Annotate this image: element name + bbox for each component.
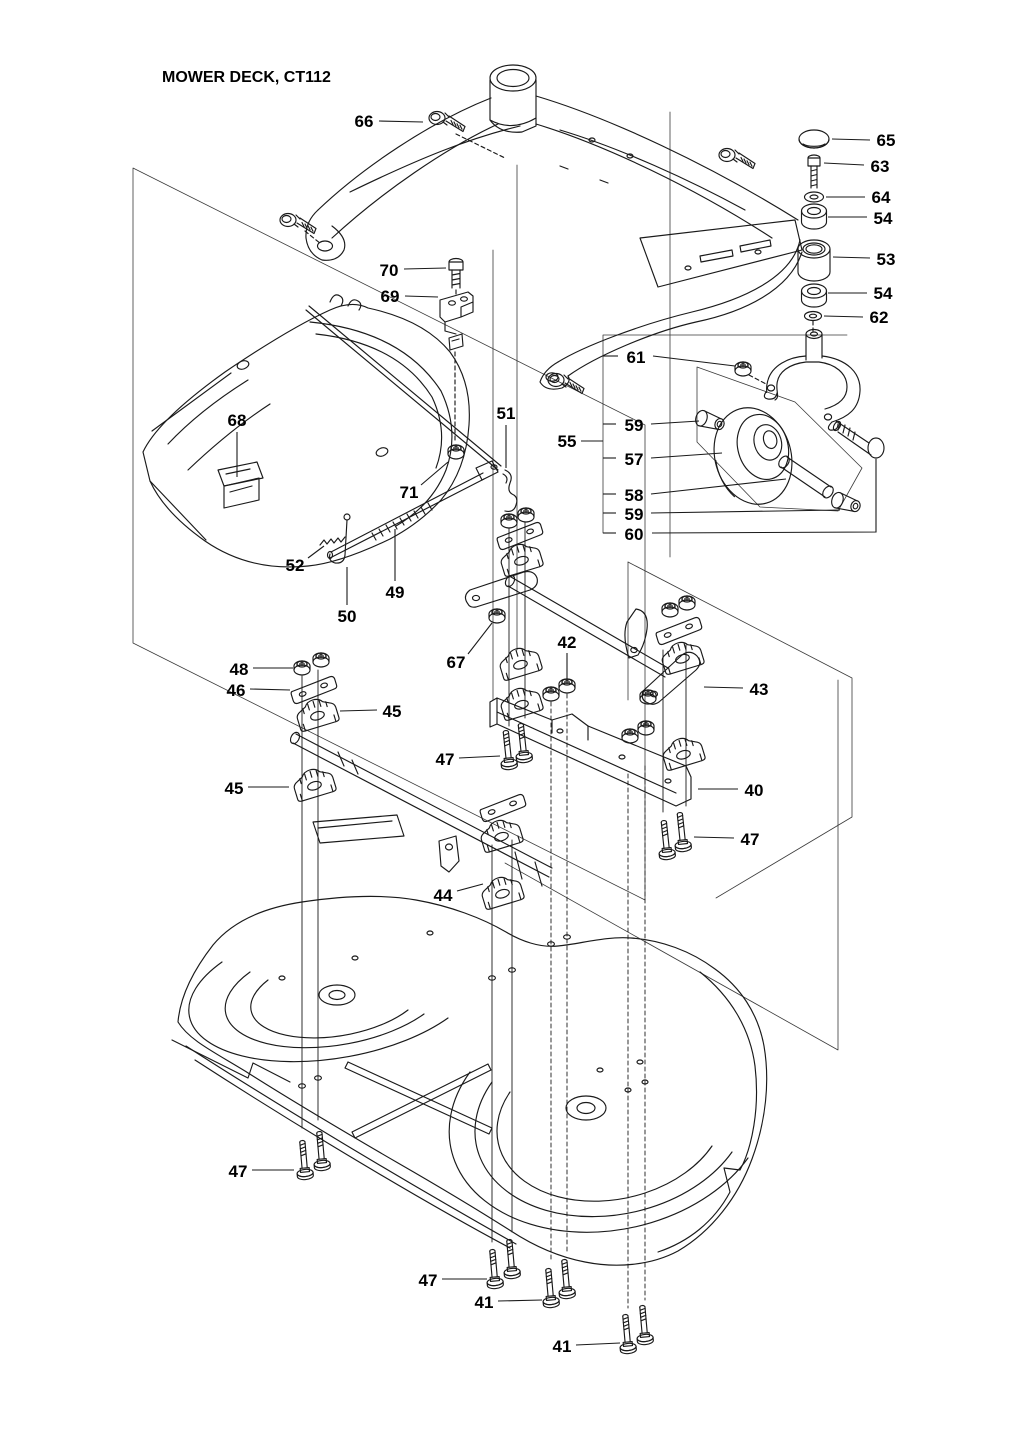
callout-52-19	[286, 546, 324, 575]
shaft-clamp	[294, 694, 340, 732]
leader-line	[651, 479, 786, 494]
frame-bolt	[280, 214, 316, 234]
leader-line	[653, 356, 735, 366]
part-number-label: 63	[870, 157, 890, 176]
caster-wheel-assembly	[694, 330, 884, 516]
part-number-label: 52	[285, 556, 305, 575]
callout-54-4	[828, 209, 893, 228]
shaft-clamp	[498, 539, 544, 577]
callout-60-18	[603, 459, 876, 544]
retainer-plate	[479, 794, 528, 823]
callout-47-32	[694, 830, 759, 849]
frame-bolt	[548, 374, 584, 394]
leader-line	[468, 623, 492, 654]
carriage-bolt	[498, 730, 518, 771]
part-number-label: 69	[380, 287, 400, 306]
callout-69-9	[381, 287, 438, 306]
carriage-bolt	[540, 1268, 559, 1308]
leader-line	[651, 510, 840, 513]
carriage-bolt	[617, 1314, 636, 1354]
chute-linkage	[320, 461, 517, 563]
deck-shell	[172, 896, 767, 1265]
leader-line	[404, 268, 446, 269]
part-number-label: 49	[385, 583, 405, 602]
callout-66-0	[355, 112, 423, 131]
part-number-label: 44	[433, 886, 453, 905]
part-number-label: 41	[552, 1337, 572, 1356]
callout-54-6	[828, 284, 893, 303]
part-number-label: 40	[744, 781, 764, 800]
chute-cover	[143, 295, 501, 567]
flange-nut	[294, 661, 310, 675]
flange-nut	[559, 679, 575, 693]
part-number-label: 57	[624, 450, 644, 469]
part-number-label: 45	[224, 779, 244, 798]
shaft-clamp	[291, 764, 337, 802]
part-number-label: 47	[435, 750, 455, 769]
part-number-label: 43	[749, 680, 769, 699]
flange-nut	[662, 603, 678, 617]
flange-nut	[501, 514, 517, 528]
callout-61-13	[603, 348, 735, 367]
shaft-clamp	[660, 733, 706, 771]
carriage-bolt	[484, 1249, 503, 1289]
leader-line	[379, 121, 423, 122]
leader-line	[498, 1300, 542, 1301]
leader-line	[694, 837, 734, 838]
flange-nut	[518, 508, 534, 522]
callout-51-11	[497, 404, 516, 468]
flange-nut	[543, 687, 559, 701]
callout-70-8	[380, 261, 446, 280]
flange-nut	[638, 721, 654, 735]
callout-48-23	[230, 660, 293, 679]
rear-axle-assembly	[289, 731, 552, 886]
callout-53-5	[833, 250, 895, 269]
part-number-label: 62	[869, 308, 889, 327]
carriage-bolt	[513, 723, 533, 764]
part-number-label: 55	[557, 432, 577, 451]
part-number-label: 59	[624, 416, 644, 435]
callout-47-30	[436, 750, 500, 769]
part-number-label: 66	[354, 112, 374, 131]
part-number-label: 46	[226, 681, 246, 700]
shaft-clamp	[479, 872, 525, 910]
part-number-label: 41	[474, 1293, 494, 1312]
callout-64-3	[826, 188, 891, 207]
callout-65-1	[832, 131, 895, 150]
part-number-label: 47	[418, 1271, 438, 1290]
frame-bolt	[719, 149, 755, 169]
hanger-bracket-hardware	[440, 259, 473, 443]
caster-pivot-hardware-stack	[798, 130, 830, 331]
flange-nut	[313, 653, 329, 667]
frame-bolt	[429, 112, 465, 132]
carriage-bolt	[311, 1131, 330, 1171]
part-number-label: 47	[228, 1162, 248, 1181]
flange-nut	[622, 729, 638, 743]
carriage-bolt	[294, 1140, 313, 1180]
part-number-label: 58	[624, 486, 644, 505]
callout-43-29	[704, 680, 768, 699]
leader-line	[250, 689, 290, 690]
drawing-linework	[133, 65, 884, 1354]
callout-59-17	[603, 505, 840, 524]
flange-nut	[735, 362, 751, 376]
carriage-bolt	[656, 820, 676, 861]
carriage-bolt	[634, 1305, 653, 1345]
callout-67-27	[447, 623, 492, 672]
leader-line	[459, 756, 500, 758]
leader-line	[833, 257, 870, 258]
deck-lift-frame	[306, 65, 802, 389]
leader-line	[824, 163, 864, 165]
part-number-label: 65	[876, 131, 896, 150]
part-number-label: 67	[446, 653, 466, 672]
part-number-label: 48	[229, 660, 249, 679]
leader-line	[651, 421, 699, 424]
callout-59-14	[603, 416, 699, 435]
leader-line	[340, 710, 377, 711]
callout-44-33	[434, 884, 483, 905]
leader-line	[576, 1343, 620, 1345]
grouping-plane-lines	[133, 112, 876, 1050]
callout-45-25	[340, 702, 401, 721]
callout-45-26	[225, 779, 289, 798]
callout-42-28	[558, 633, 577, 680]
assembly-drop-lines	[302, 522, 686, 1308]
part-number-label: 54	[873, 284, 893, 303]
callout-62-7	[824, 308, 888, 327]
callout-46-24	[227, 681, 290, 700]
part-number-label: 71	[399, 483, 419, 502]
callout-40-31	[698, 781, 763, 800]
leader-line	[824, 316, 863, 317]
flange-nut	[489, 609, 505, 623]
part-number-label: 54	[873, 209, 893, 228]
callout-63-2	[824, 157, 889, 176]
part-number-label: 47	[740, 830, 760, 849]
callout-57-15	[603, 450, 722, 469]
part-number-label: 60	[624, 525, 644, 544]
leader-line	[308, 546, 324, 558]
callout-47-35	[419, 1271, 487, 1290]
carriage-bolt	[672, 812, 692, 853]
callout-58-16	[603, 479, 786, 505]
leader-line	[405, 296, 438, 297]
part-number-label: 53	[876, 250, 896, 269]
flange-nut	[679, 596, 695, 610]
callout-50-21	[338, 567, 357, 626]
callout-41-36	[475, 1293, 542, 1312]
bolt-alignment-dashes	[305, 134, 505, 244]
callout-47-34	[229, 1162, 294, 1181]
part-number-label: 51	[496, 404, 516, 423]
callout-41-37	[553, 1337, 620, 1356]
part-number-label: 68	[227, 411, 247, 430]
shaft-clamp	[497, 643, 543, 681]
part-number-label: 50	[337, 607, 357, 626]
part-number-label: 64	[871, 188, 891, 207]
leader-line	[832, 139, 870, 140]
retainer-plate	[655, 617, 704, 646]
part-number-label: 42	[557, 633, 577, 652]
part-number-label: 70	[379, 261, 399, 280]
page-title: MOWER DECK, CT112	[162, 69, 331, 86]
callout-55-12	[558, 432, 603, 451]
carriage-bolt	[556, 1259, 575, 1299]
part-number-label: 45	[382, 702, 402, 721]
leader-line	[704, 687, 743, 688]
part-number-label: 61	[626, 348, 646, 367]
part-number-label: 59	[624, 505, 644, 524]
leader-line	[457, 884, 483, 891]
